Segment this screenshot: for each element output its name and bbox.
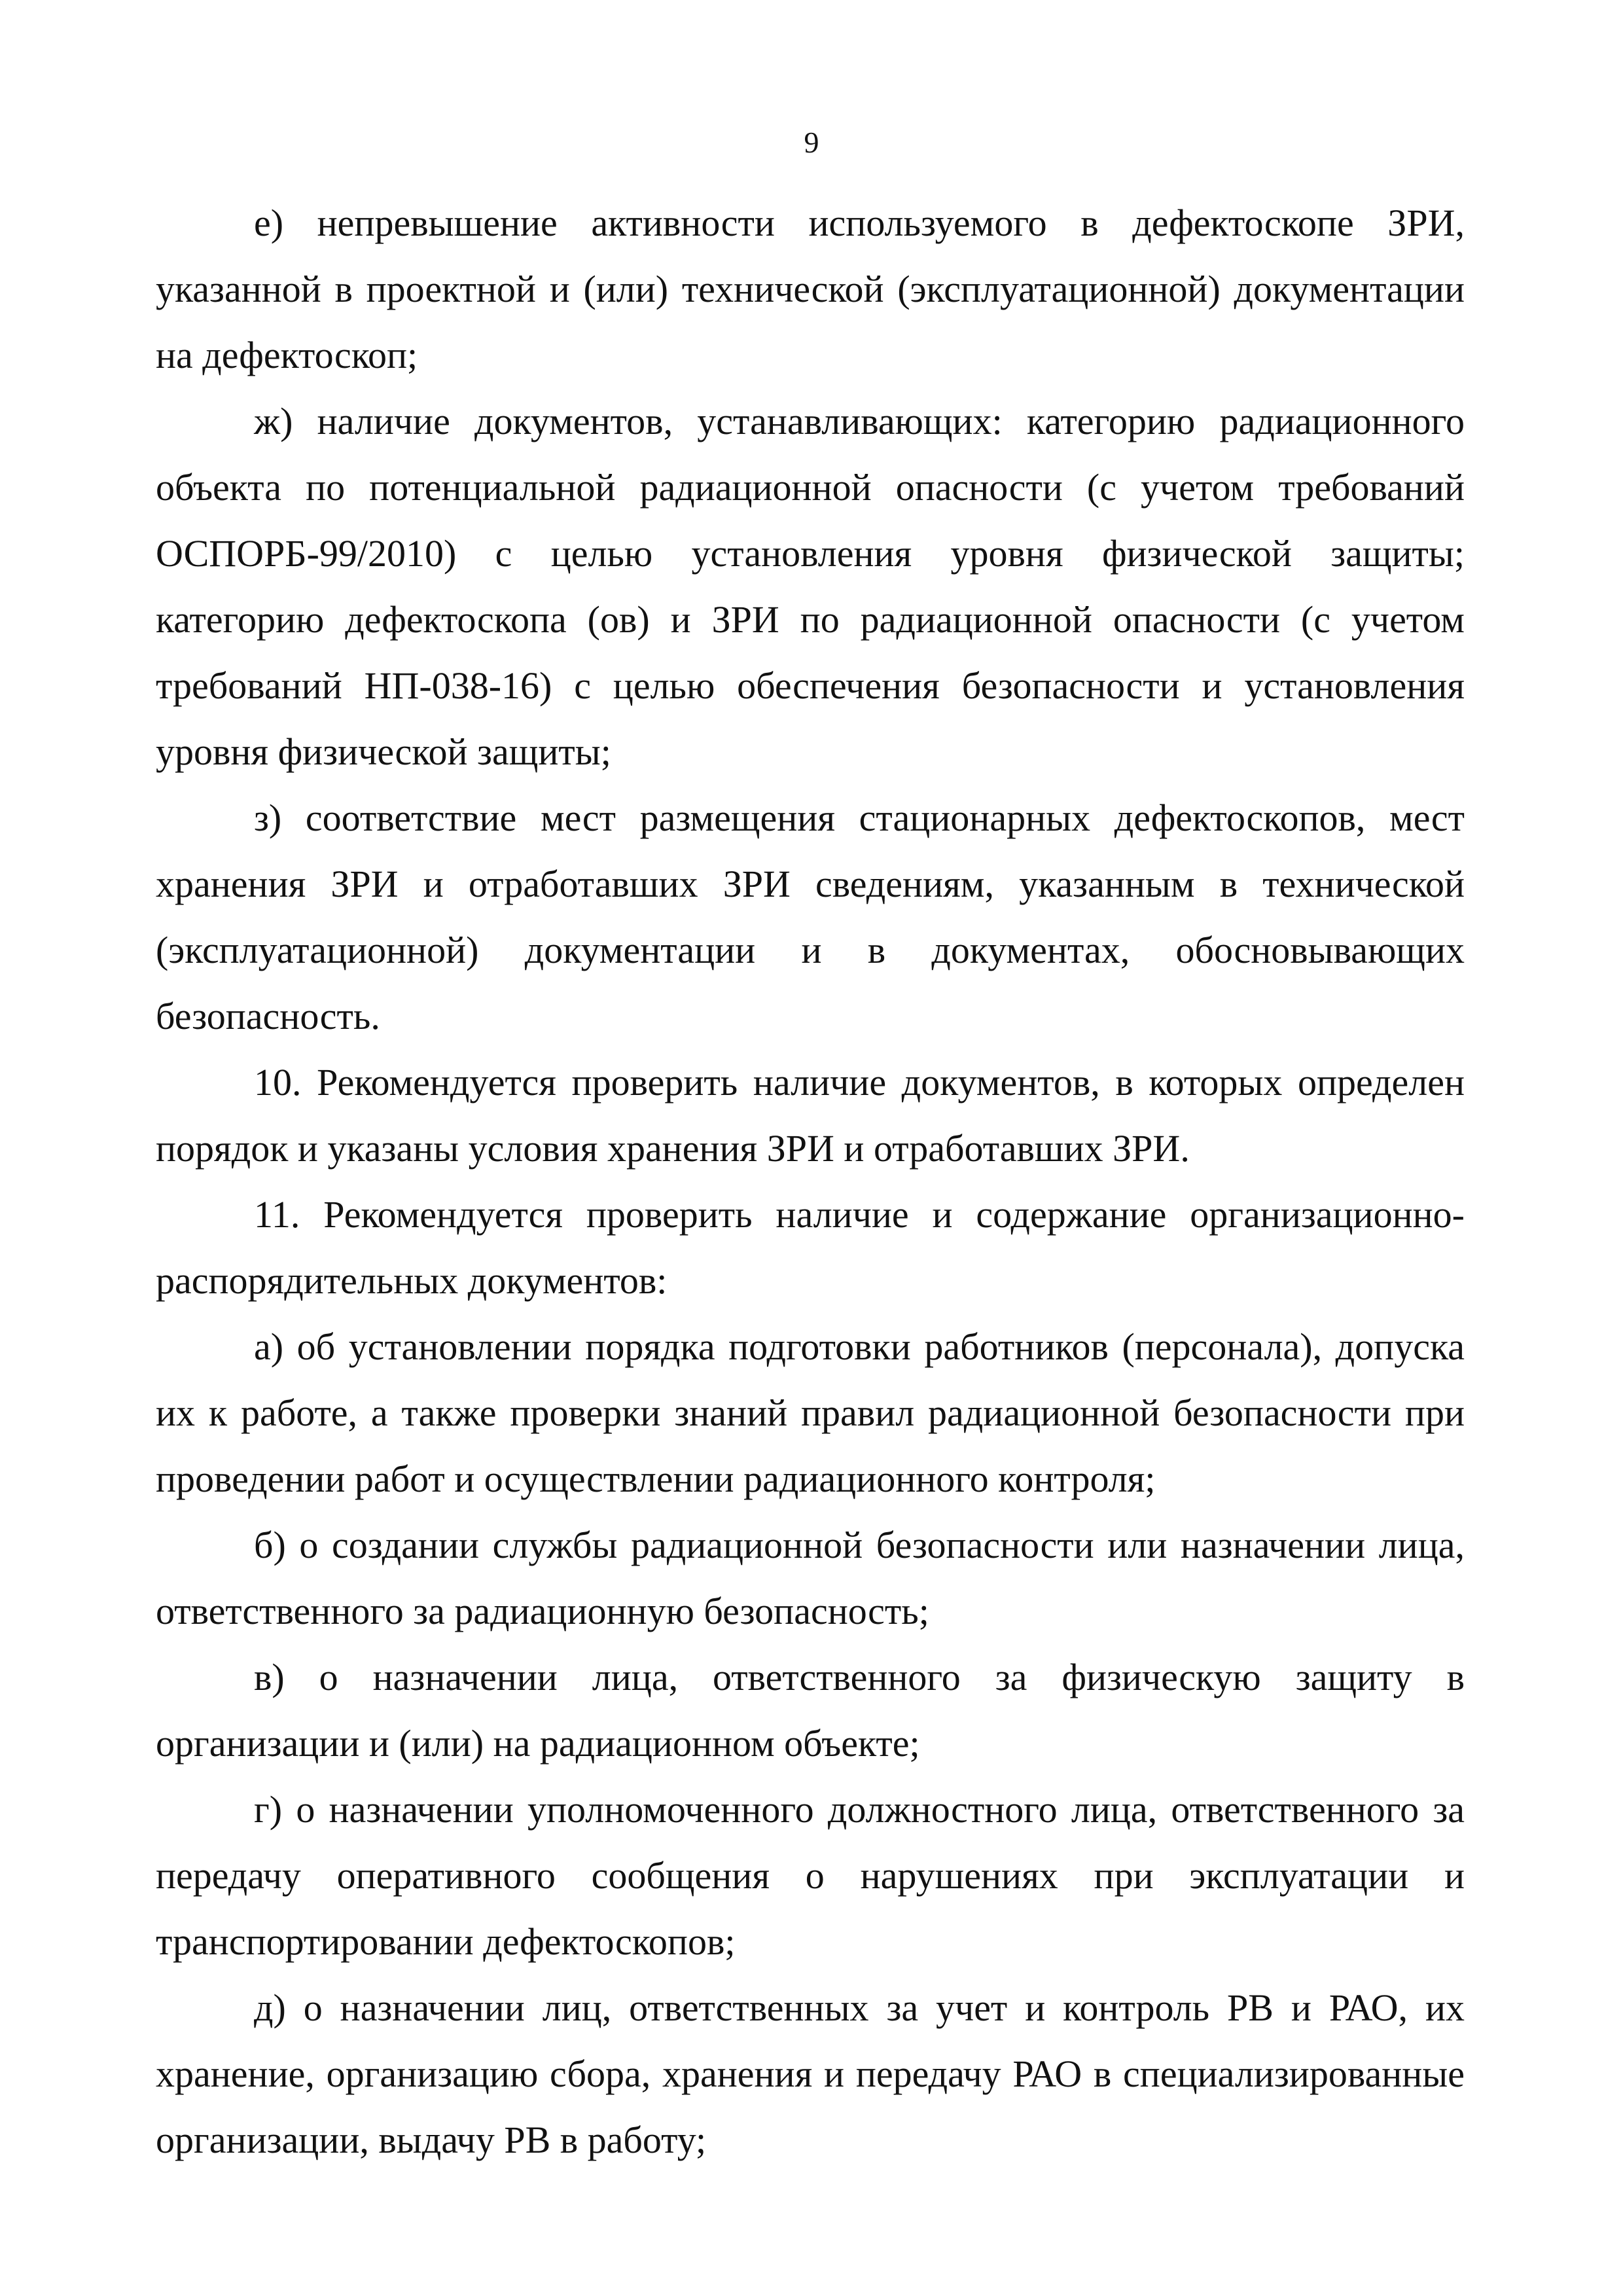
paragraph-a: а) об установлении порядка подготовки работников (персонала), допуска их к работе, а также проверки знаний правил радиационной безопасности при проведении работ и осуществлении радиационного контроля; (156, 1325, 1465, 1500)
paragraph-v: в) о назначении лица, ответственного за физическую защиту в организации и (или) на радиационном объекте; (156, 1656, 1465, 1765)
paragraph-b: б) о создании службы радиационной безопасности или назначении лица, ответственного за радиационную безопасность; (156, 1524, 1465, 1632)
page-number: 9 (804, 126, 819, 159)
paragraph-11: 11. Рекомендуется проверить наличие и содержание организационно-распорядительных документов: (156, 1193, 1465, 1302)
document-body (156, 190, 1465, 2173)
paragraph-e: е) непревышение активности используемого в дефектоскопе ЗРИ, указанной в проектной и (или) технической (эксплуатационной) документации на дефектоскоп; (156, 202, 1465, 376)
paragraph-10: 10. Рекомендуется проверить наличие документов, в которых определен порядок и указаны условия хранения ЗРИ и отработавших ЗРИ. (156, 1061, 1465, 1170)
paragraph-g: г) о назначении уполномоченного должностного лица, ответственного за передачу оперативного сообщения о нарушениях при эксплуатации и транспортировании дефектоскопов; (156, 1788, 1465, 1963)
paragraph-z: з) соответствие мест размещения стационарных дефектоскопов, мест хранения ЗРИ и отработавших ЗРИ сведениям, указанным в технической (эксплуатационной) документации и в документах, обосновывающих безопасность. (156, 797, 1465, 1037)
paragraph-zh: ж) наличие документов, устанавливающих: категорию радиационного объекта по потенциальной радиационной опасности (с учетом требований ОСПОРБ-99/2010) с целью установления уровня физической защиты; категорию дефектоскопа (ов) и ЗРИ по радиационной опасности (с учетом требований НП-038-16) с целью обеспечения безопасности и установления уровня физической защиты; (156, 400, 1465, 773)
paragraph-d: д) о назначении лиц, ответственных за учет и контроль РВ и РАО, их хранение, организацию сбора, хранения и передачу РАО в специализированные организации, выдачу РВ в работу; (156, 1986, 1465, 2161)
